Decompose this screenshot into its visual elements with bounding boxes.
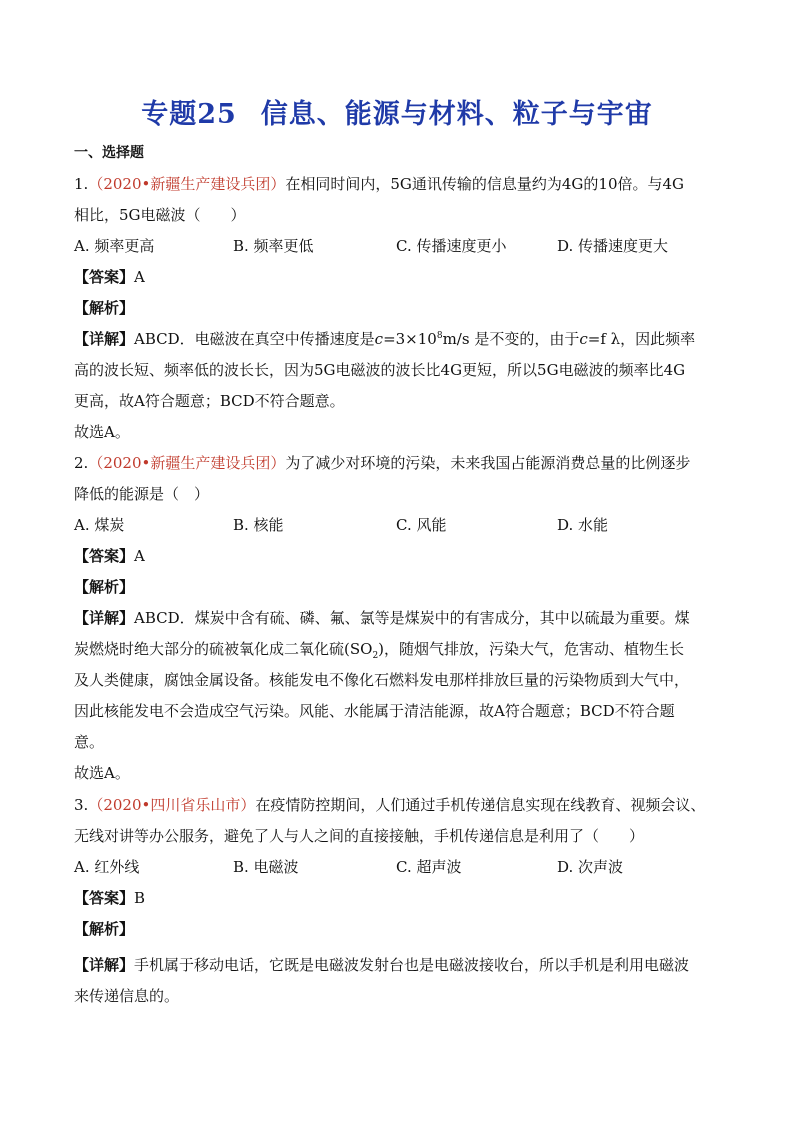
q2-detail-text-2b: )，随烟气排放，污染大气，危害动、植物生长 [378,640,685,658]
q2-detail-line-4: 因此核能发电不会造成空气污染。风能、水能属于清洁能源，故A符合题意；BCD不符合题 [74,702,675,720]
q1-source: （2020•新疆生产建设兵团） [88,175,286,193]
q1-speed-symbol: c [374,330,384,348]
q3-option-a: A. 红外线 [74,858,140,876]
q1-detail-text-1c: ，因此频率 [620,330,696,348]
section-heading: 一、选择题 [74,145,144,161]
q1-speed-exponent: 8 [436,331,443,341]
q3-detail-text-1: 手机属于移动电话，它既是电磁波发射台也是电磁波接收台，所以手机是利用电磁波 [134,956,690,974]
q3-number: 3. [74,796,89,814]
title-prefix: 专题25 [141,99,237,130]
q1-speed-unit: m/s [442,330,470,348]
q2-answer [74,546,145,566]
q1-stem-text-1: 在相同时间内，5G通讯传输的信息量约为4G的10倍。与4G [285,175,685,193]
q1-detail-line-2: 高的波长短、频率低的波长长，因为5G电磁波的波长比4G更短，所以5G电磁波的频率比4G [74,361,686,379]
q2-detail-text-2a: 炭燃烧时绝大部分的硫被氧化成二氧化硫(SO [74,640,373,658]
q1-stem-line-1 [74,174,684,194]
q2-option-b: B. 核能 [233,516,284,534]
q1-speed-value: =3×10 [383,330,437,348]
q2-conclusion: 故选A。 [74,764,130,782]
q1-analysis-label: 【解析】 [74,299,135,317]
q1-answer-label: 【答案】 [74,268,135,286]
q1-answer-value: A [134,268,145,286]
q2-answer-value: A [134,547,145,565]
q2-option-c: C. 风能 [396,516,447,534]
q3-stem-text-1: 在疫情防控期间，人们通过手机传递信息实现在线教育、视频会议、 [255,796,706,814]
q1-detail-line-3: 更高，故A符合题意；BCD不符合题意。 [74,392,345,410]
q3-stem-line-1 [74,795,705,815]
q3-detail-label: 【详解】 [74,956,135,974]
q1-option-a: A. 频率更高 [74,237,155,255]
q3-source: （2020•四川省乐山市） [88,796,256,814]
q1-detail-text-1a: ABCD．电磁波在真空中传播速度是 [134,330,375,348]
q2-detail-label: 【详解】 [74,609,135,627]
title-text: 信息、能源与材料、粒子与宇宙 [260,99,653,130]
q2-detail-line-5: 意。 [74,733,105,751]
q1-option-c: C. 传播速度更小 [396,237,507,255]
q3-stem-line-2: 无线对讲等办公服务，避免了人与人之间的直接接触，手机传递信息是利用了（ ） [74,827,645,845]
q3-option-b: B. 电磁波 [233,858,299,876]
q2-answer-label: 【答案】 [74,547,135,565]
q2-option-a: A. 煤炭 [74,516,125,534]
q1-option-d: D. 传播速度更大 [557,237,669,255]
q1-conclusion: 故选A。 [74,423,130,441]
q3-option-d: D. 次声波 [557,858,624,876]
q2-stem-line-1 [74,453,690,473]
q3-analysis-label: 【解析】 [74,920,135,938]
q1-detail-text-1b: 是不变的，由于 [469,330,580,348]
page-title [0,92,794,131]
q1-number: 1. [74,175,89,193]
q1-formula-rest: =f λ [587,330,621,348]
q1-option-b: B. 频率更低 [233,237,314,255]
q1-formula-c: c [579,330,588,348]
q2-so2-subscript: 2 [372,651,379,661]
q3-option-c: C. 超声波 [396,858,462,876]
q1-stem-line-2: 相比，5G电磁波（ ） [74,206,246,224]
q2-stem-text-1: 为了减少对环境的污染，未来我国占能源消费总量的比例逐步 [285,454,691,472]
q2-detail-line-3: 及人类健康，腐蚀金属设备。核能发电不像化石燃料发电那样排放巨量的污染物质到大气中， [74,671,690,689]
q2-source: （2020•新疆生产建设兵团） [88,454,286,472]
q3-answer-label: 【答案】 [74,889,135,907]
q2-detail-line-2 [74,639,684,659]
q2-detail-text-1: ABCD．煤炭中含有硫、磷、氟、氯等是煤炭中的有害成分，其中以硫最为重要。煤 [134,609,690,627]
q2-analysis-label: 【解析】 [74,578,135,596]
q2-stem-line-2: 降低的能源是（ ） [74,485,210,503]
q1-detail-line-1 [74,329,695,349]
q3-answer-value: B [134,889,146,907]
q1-answer [74,267,145,287]
q3-answer [74,888,145,908]
q3-detail-line-1 [74,955,689,975]
q2-option-d: D. 水能 [557,516,609,534]
q1-detail-label: 【详解】 [74,330,135,348]
q3-detail-line-2: 来传递信息的。 [74,987,180,1005]
q2-detail-line-1 [74,608,690,628]
q2-number: 2. [74,454,89,472]
